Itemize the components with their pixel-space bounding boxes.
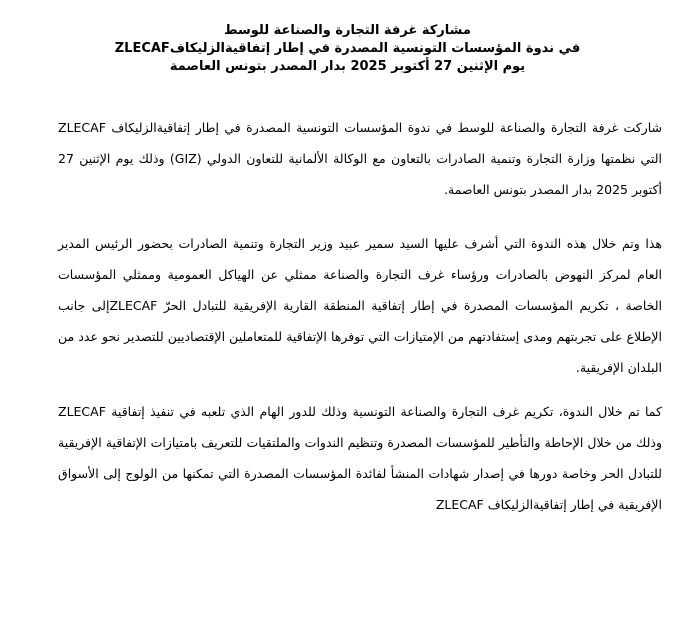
document-title-block [40,22,655,76]
title-line-2: في ندوة المؤسسات التونسية المصدرة في إطار إتفاقيةالزليكافZLECAF [114,41,581,56]
body-paragraph-1: شاركت غرفة التجارة والصناعة للوسط في ندوة المؤسسات التونسية المصدرة في إطار إتفاقيةالزليكاف ZLECAF التي نظمتها وزارة التجارة وتنمية الصادرات بالتعاون مع الوكالة الألمانية للتعاون الدولي (GIZ) وذلك يوم الإثنين 27 أكتوبر 2025 بدار المصدر بتونس العاصمة. [58,120,662,197]
body-paragraph-3: كما تم خلال الندوة، تكريم غرف التجارة والصناعة التونسية وذلك للدور الهام الذي تلعبه في تنفيذ إتفاقية ZLECAF وذلك من خلال الإحاطة والتأطير للمؤسسات المصدرة وتنظيم الندوات والملتقيات للتعريف بامتيازات الإتفاقية الإفريقية للتبادل الحر وخاصة دورها في إصدار شهادات المنشأ لفائدة المؤسسات المصدرة التي تمكنها من الولوج إلى الأسواق الإفريقية في إطار إتفاقيةالزليكاف ZLECAF [58,404,662,512]
body-paragraph-2: هذا وتم خلال هذه الندوة التي أشرف عليها السيد سمير عبيد وزير التجارة وتنمية الصادرات بحضور الرئيس المدير العام لمركز النهوض بالصادرات ورؤساء غرف التجارة والصناعة ممثلي عن الهياكل العمومية وممثلي المؤسسات الخاصة ، تكريم المؤسسات المصدرة في إطار إتفاقية المنطقة القارية الإفريقية للتبادل الحرّ ZLECAFإلى جانب الإطلاع على تجربتهم ومدى إستفادتهم من الإمتيازات التي توفرها الإتفاقية للمتعاملين الإقتصاديين للتصدير نحو عدد من البلدان الإفريقية. [58,236,663,375]
title-line-1: مشاركة غرفة التجارة والصناعة للوسط [224,23,471,38]
title-line-3: يوم الإثنين 27 أكتوبر 2025 بدار المصدر بتونس العاصمة [169,59,526,74]
